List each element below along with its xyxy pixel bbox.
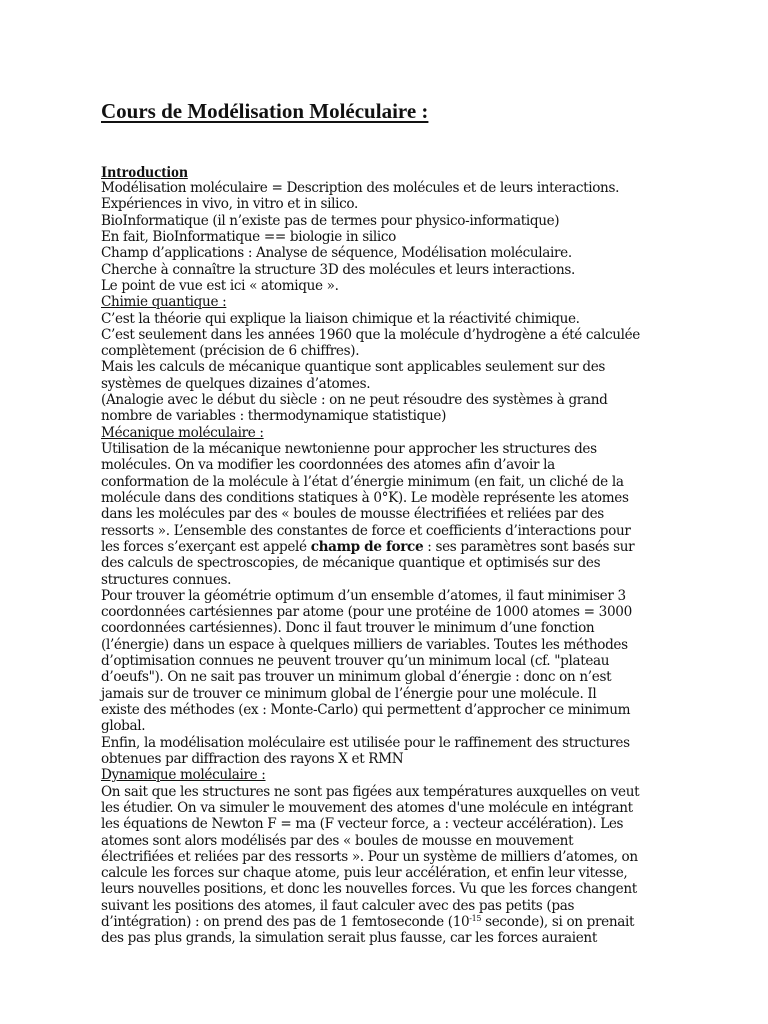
text-line: obtenues par diffraction des rayons X et RMN [101,750,404,767]
text-line: Mais les calculs de mécanique quantique sont applicables seulement sur des [101,359,606,376]
text-line: atomes sont alors modélisés par des « boules de mousse en mouvement [101,832,574,849]
text-line: C’est la théorie qui explique la liaison chimique et la réactivité chimique. [101,310,580,327]
text-segment: les forces s’exerçant est appelé [101,538,311,555]
text-line: suivant les positions des atomes, il faut calculer avec des pas petits (pas [101,897,575,914]
text-line: conformation de la molécule à l’état d’énergie minimum (en fait, un cliché de la [101,473,624,490]
text-line: systèmes de quelques dizaines d’atomes. [101,375,371,392]
text-line: électrifiées et reliées par des ressorts ». Pour un système de milliers d’atomes, on [101,848,638,865]
subsection-heading [101,425,681,441]
body-text [101,180,681,947]
text-line: molécule dans des conditions statiques à 0°K). Le modèle représente les atomes [101,489,629,506]
text-line: Enfin, la modélisation moléculaire est utilisée pour le raffinement des structures [101,734,630,751]
bold-term: champ de force [310,538,424,555]
text-line: molécules. On va modifier les coordonnées des atomes afin d’avoir la [101,457,555,474]
text-line: existe des méthodes (ex : Monte-Carlo) qui permettent d’approcher ce minimum [101,702,631,718]
text-line: Cherche à connaître la structure 3D des molécules et leurs interactions. [101,261,575,278]
text-line: nombre de variables : thermodynamique statistique) [101,408,447,425]
text-segment: : ses paramètres sont basés sur [423,538,635,555]
text-line: Champ d’applications : Analyse de séquence, Modélisation moléculaire. [101,245,572,262]
text-line: global. [101,718,146,735]
text-line: (Analogie avec le début du siècle : on ne peut résoudre des systèmes à grand [101,392,608,409]
subsection-heading [101,767,681,783]
section-heading-introduction: Introduction [101,164,188,181]
text-line: dans les molécules par des « boules de mousse électrifiées et reliées par des [101,506,604,523]
text-line: coordonnées cartésiennes par atome (pour une protéine de 1000 atomes = 3000 [101,604,632,621]
text-line: Modélisation moléculaire = Description des molécules et de leurs interactions. [101,180,620,196]
text-line: calcule les forces sur chaque atome, puis leur accélération, et enfin leur vitesse, [101,865,628,882]
text-line: En fait, BioInformatique == biologie in silico [101,228,396,245]
document-title: Cours de Modélisation Moléculaire : [101,99,429,123]
subsection-heading [101,294,681,310]
text-line: On sait que les structures ne sont pas figées aux températures auxquelles on veut [101,783,640,800]
text-line: d’oeufs"). On ne sait pas trouver un minimum global d’énergie : donc on n’est [101,669,612,686]
subsection-heading-text: Mécanique moléculaire : [101,424,264,441]
text-segment: d’intégration) : on prend des pas de 1 femtoseconde (10 [101,914,470,931]
text-line: C’est seulement dans les années 1960 que la molécule d’hydrogène a été calculée [101,326,641,343]
text-line: BioInformatique (il n’existe pas de termes pour physico-informatique) [101,212,560,229]
text-line: Expériences in vivo, in vitro et in silico. [101,196,358,213]
text-line: jamais sur de trouver ce minimum global de l’énergie pour une molécule. Il [101,685,597,702]
text-line: leurs nouvelles positions, et donc les nouvelles forces. Vu que les forces changent [101,881,637,898]
text-line: coordonnées cartésiennes). Donc il faut trouver le minimum d’une fonction [101,620,595,637]
text-line: d’optimisation connues ne peuvent trouver qu’un minimum local (cf. "plateau [101,653,610,670]
subsection-heading-text: Chimie quantique : [101,294,227,311]
exponent: -15 [469,914,482,924]
text-line: ressorts ». L’ensemble des constantes de force et coefficients d’interactions pour [101,522,631,539]
text-line: des pas plus grands, la simulation serait plus fausse, car les forces auraient [101,930,597,947]
text-line: les équations de Newton F = ma (F vecteur force, a : vecteur accélération). Les [101,816,624,833]
text-segment: seconde), si on prenait [481,914,635,931]
text-line: Pour trouver la géométrie optimum d’un ensemble d’atomes, il faut minimiser 3 [101,587,626,604]
text-line [101,539,681,555]
text-line: (l’énergie) dans un espace à quelques milliers de variables. Toutes les méthodes [101,636,628,653]
text-line: complètement (précision de 6 chiffres). [101,343,360,360]
text-line: Utilisation de la mécanique newtonienne pour approcher les structures des [101,441,597,457]
subsection-heading-text: Dynamique moléculaire : [101,767,266,784]
text-line [101,914,681,930]
text-line: les étudier. On va simuler le mouvement des atomes d'une molécule en intégrant [101,799,633,816]
text-line: structures connues. [101,571,232,588]
text-line: Le point de vue est ici « atomique ». [101,277,339,294]
text-line: des calculs de spectroscopies, de mécanique quantique et optimisés sur des [101,555,601,572]
